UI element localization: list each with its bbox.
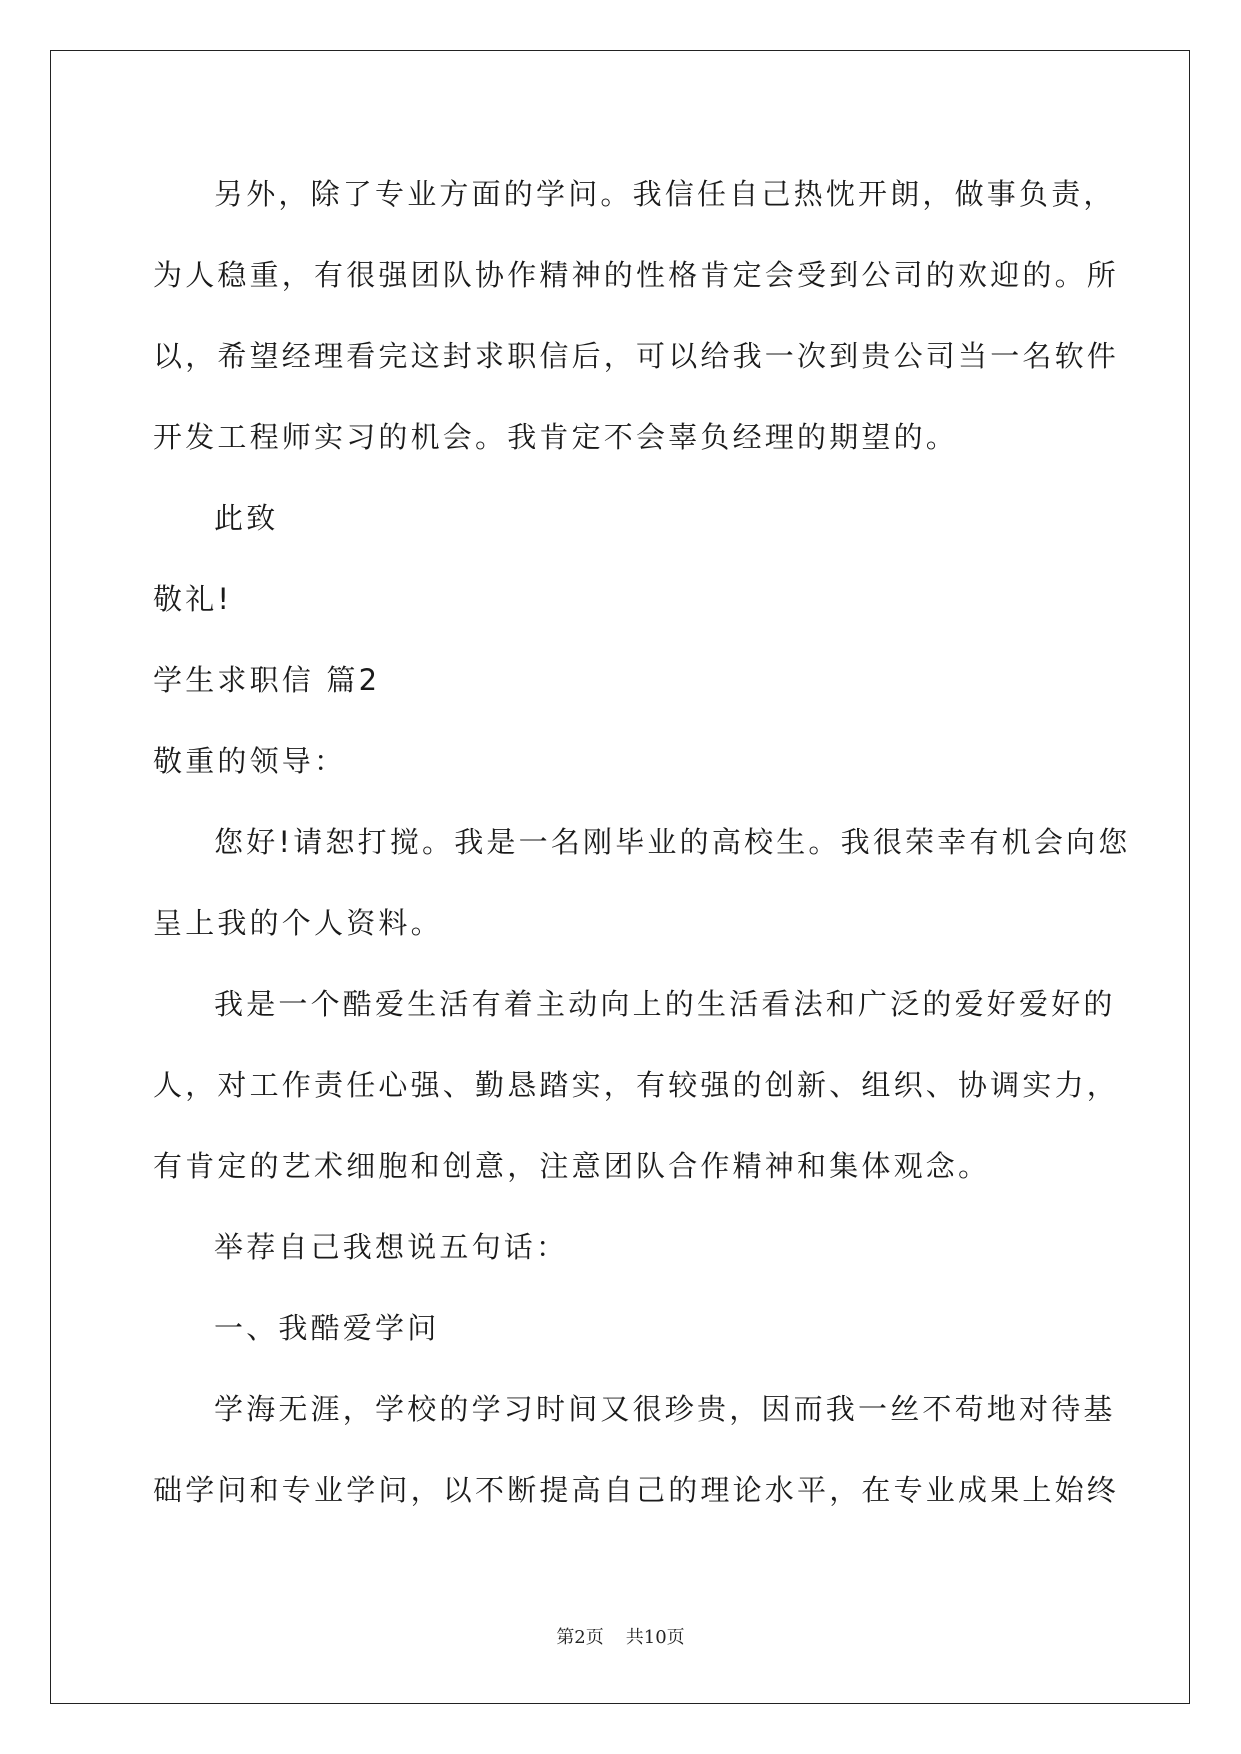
greeting-line: 敬重的领导： — [153, 744, 347, 778]
page-border — [50, 50, 1190, 1704]
paragraph-line: 开发工程师实习的机会。我肯定不会辜负经理的期望的。 — [153, 420, 959, 454]
paragraph-line: 我是一个酷爱生活有着主动向上的生活看法和广泛的爱好爱好的 — [214, 987, 1116, 1021]
paragraph-line: 人，对工作责任心强、勤恳踏实，有较强的创新、组织、协调实力， — [153, 1068, 1120, 1102]
page-number: 第2页 — [556, 1627, 604, 1648]
paragraph-line: 学海无涯，学校的学习时间又很珍贵，因而我一丝不苟地对待基 — [214, 1392, 1116, 1426]
paragraph-line: 另外，除了专业方面的学问。我信任自己热忱开朗，做事负责， — [214, 177, 1116, 211]
total-pages: 共10页 — [625, 1627, 685, 1648]
paragraph-line: 以，希望经理看完这封求职信后，可以给我一次到贵公司当一名软件 — [153, 339, 1120, 373]
paragraph-line: 举荐自己我想说五句话： — [214, 1230, 569, 1264]
paragraph-line: 为人稳重，有很强团队协作精神的性格肯定会受到公司的欢迎的。所 — [153, 258, 1120, 292]
page-footer — [0, 1626, 1241, 1650]
closing-line: 此致 — [214, 501, 279, 535]
section-heading: 学生求职信 篇2 — [153, 663, 381, 697]
paragraph-line: 呈上我的个人资料。 — [153, 906, 443, 940]
list-heading: 一、我酷爱学问 — [214, 1311, 440, 1345]
paragraph-line: 您好!请恕打搅。我是一名刚毕业的高校生。我很荣幸有机会向您 — [214, 825, 1131, 859]
salutation-line: 敬礼! — [153, 582, 233, 616]
paragraph-line: 础学问和专业学问，以不断提高自己的理论水平，在专业成果上始终 — [153, 1473, 1120, 1507]
paragraph-line: 有肯定的艺术细胞和创意，注意团队合作精神和集体观念。 — [153, 1149, 991, 1183]
